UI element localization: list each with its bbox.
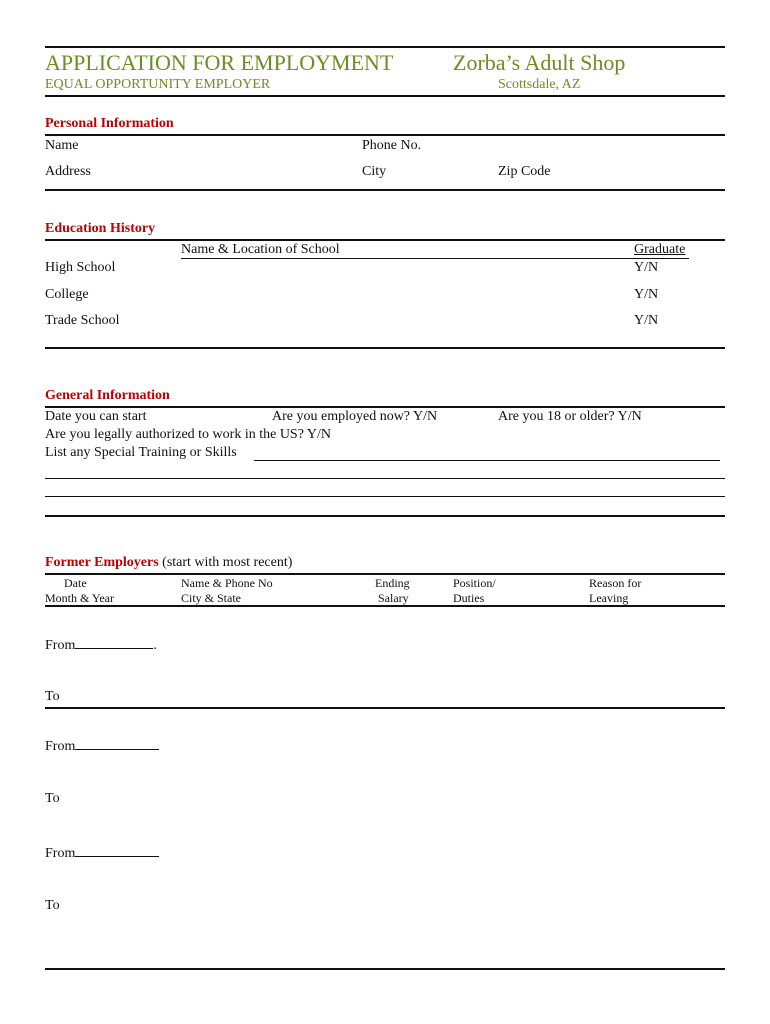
address-label[interactable]: Address [45, 164, 91, 179]
employer2-from-label: From [45, 739, 76, 754]
start-date-label[interactable]: Date you can start [45, 409, 147, 424]
school-column-header [181, 242, 689, 259]
page-bottom-rule [45, 968, 725, 970]
name-label[interactable]: Name [45, 138, 79, 153]
employer3-to-label[interactable]: To [45, 898, 60, 913]
education-row-trade-school[interactable]: Trade School [45, 313, 120, 328]
col-reason-line1: Reason for [589, 576, 642, 590]
col-name-line1: Name & Phone No [181, 576, 273, 590]
col-reason-line2: Leaving [589, 591, 629, 605]
employer3-from-label: From [45, 846, 76, 861]
special-training-label: List any Special Training or Skills [45, 445, 237, 460]
employers-top-rule [45, 573, 725, 575]
employer2-from[interactable] [45, 737, 159, 755]
age-question[interactable]: Are you 18 or older? Y/N [498, 409, 642, 424]
general-top-rule [45, 406, 725, 408]
special-training-line-3[interactable] [45, 496, 725, 497]
employer1-bottom-rule [45, 707, 725, 709]
employer1-to-label[interactable]: To [45, 689, 60, 704]
employed-now-question[interactable]: Are you employed now? Y/N [272, 409, 438, 424]
header-top-rule [45, 46, 725, 48]
col-salary-line1: Ending [375, 576, 410, 590]
form-title: APPLICATION FOR EMPLOYMENT [45, 50, 394, 75]
col-name-line2: City & State [181, 591, 241, 605]
work-authorization-question[interactable]: Are you legally authorized to work in the US? Y/N [45, 427, 332, 442]
education-row-college[interactable]: College [45, 287, 89, 302]
col-salary-line2: Salary [378, 591, 409, 605]
education-top-rule [45, 239, 725, 241]
col-date-line2: Month & Year [45, 591, 115, 605]
form-subtitle: EQUAL OPPORTUNITY EMPLOYER [45, 77, 271, 92]
employer1-from-dot: . [153, 638, 157, 653]
col-position-line1: Position/ [453, 576, 496, 590]
education-heading: Education History [45, 221, 156, 236]
employers-header-rule [45, 605, 725, 607]
employer2-to-label[interactable]: To [45, 791, 60, 806]
employer1-from[interactable] [45, 636, 157, 654]
personal-bottom-rule [45, 189, 725, 191]
employer1-from-label: From [45, 638, 76, 653]
header-bottom-rule [45, 95, 725, 97]
graduate-column-header: Graduate [634, 242, 686, 257]
employers-heading: Former Employers [45, 555, 159, 570]
graduate-yn-trade-school[interactable]: Y/N [634, 313, 659, 328]
col-position-line2: Duties [453, 591, 485, 605]
city-label[interactable]: City [362, 164, 387, 179]
special-training-line-1[interactable] [254, 460, 720, 461]
company-location: Scottsdale, AZ [498, 77, 581, 92]
employer1-from-line[interactable] [75, 636, 153, 649]
employers-heading-note: (start with most recent) [162, 555, 293, 570]
graduate-yn-college[interactable]: Y/N [634, 287, 659, 302]
employers-heading-block [45, 555, 292, 571]
education-bottom-rule [45, 347, 725, 349]
company-name: Zorba’s Adult Shop [453, 50, 626, 75]
education-row-high-school[interactable]: High School [45, 260, 116, 275]
zip-label[interactable]: Zip Code [498, 164, 551, 179]
employer3-from[interactable] [45, 844, 159, 862]
general-bottom-rule [45, 515, 725, 517]
col-date-line1: Date [64, 576, 87, 590]
special-training-line-2[interactable] [45, 478, 725, 479]
personal-heading: Personal Information [45, 116, 174, 131]
phone-label[interactable]: Phone No. [362, 138, 422, 153]
graduate-yn-high-school[interactable]: Y/N [634, 260, 659, 275]
employer3-from-line[interactable] [75, 844, 159, 857]
general-heading: General Information [45, 388, 170, 403]
employer2-from-line[interactable] [75, 737, 159, 750]
personal-top-rule [45, 134, 725, 136]
school-column-label: Name & Location of School [181, 242, 340, 257]
